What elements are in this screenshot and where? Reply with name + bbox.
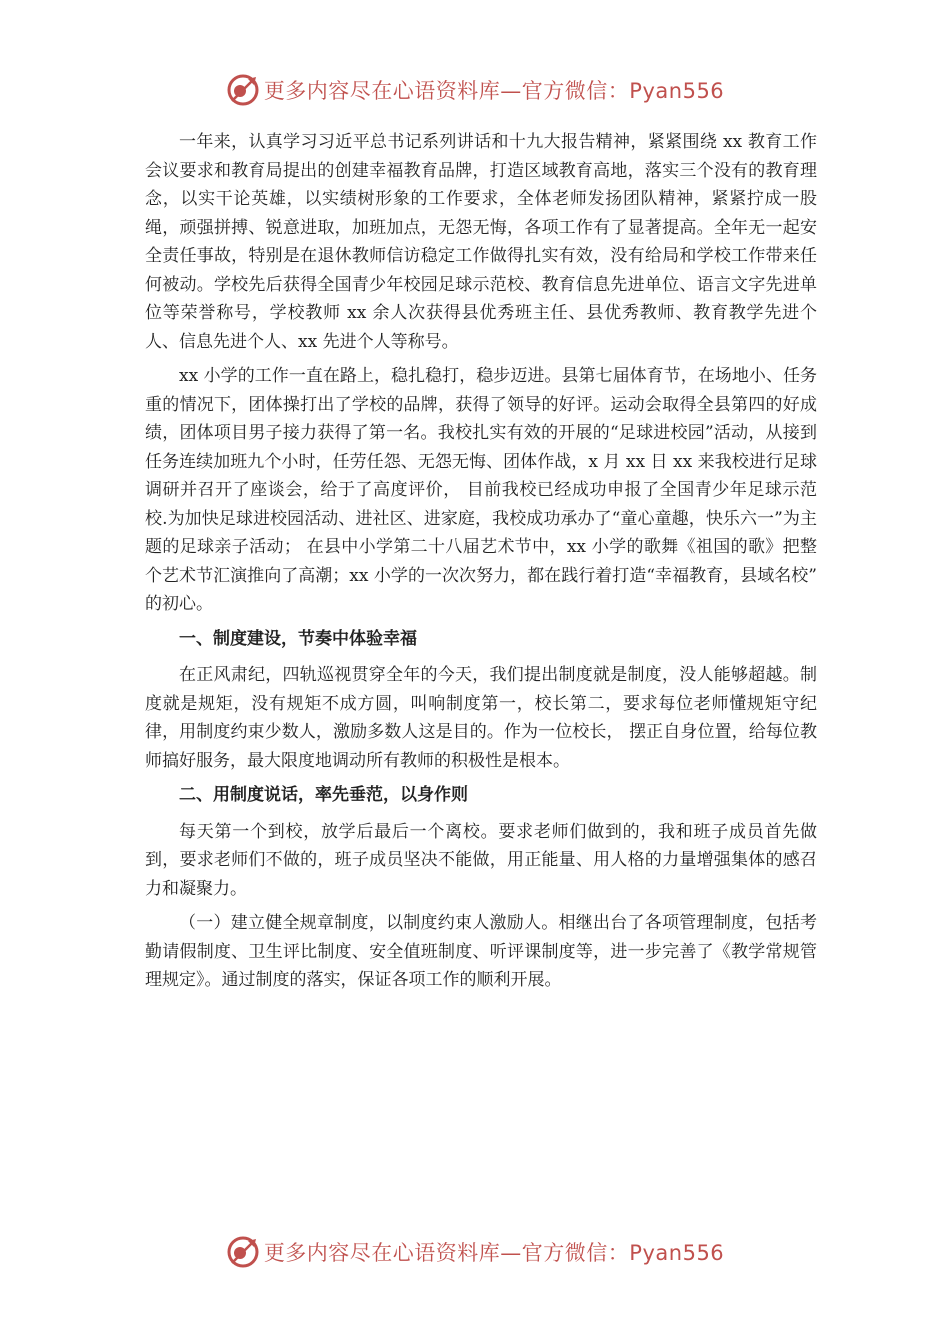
section-heading-2: 二、用制度说话，率先垂范，以身作则 xyxy=(179,785,468,805)
paragraph-5: （一）建立健全规章制度，以制度约束人激励人。相继出台了各项管理制度，包括考勤请假制度、卫生评比制度、安全值班制度、听评课制度等，进一步完善了《教学常规管理规定》。通过制度的落实，保证各项工作的顺利开展。 xyxy=(145,913,817,990)
header-banner xyxy=(0,70,950,110)
paragraph-3: 在正风肃纪，四轨巡视贯穿全年的今天，我们提出制度就是制度，没人能够超越。制度就是规矩，没有规矩不成方圆，叫响制度第一，校长第二，要求每位老师懂规矩守纪律，用制度约束少数人，激励多数人这是目的。作为一位校长， 摆正自身位置，给每位教师搞好服务，最大限度地调动所有教师的积极性是根本。 xyxy=(145,665,817,771)
section-heading-1: 一、制度建设，节奏中体验幸福 xyxy=(179,628,417,649)
paragraph-1: 一年来，认真学习习近平总书记系列讲话和十九大报告精神，紧紧围绕 xx 教育工作会议要求和教育局提出的创建幸福教育品牌，打造区域教育高地，落实三个没有的教育理念，以实干论英雄，以实绩树形象的工作要求，全体老师发扬团队精神，紧紧拧成一股绳，顽强拼搏、锐意进取，加班加点，无怨无悔，各项工作有了显著提高。全年无一起安全责任事故，特别是在退休教师信访稳定工作做得扎实有效，没有给局和学校工作带来任何被动。学校先后获得全国青少年校园足球示范校、教育信息先进单位、语言文字先进单位等荣誉称号，学校教师 xx 余人次获得县优秀班主任、县优秀教师、教育教学先进个人、信息先进个人、xx 先进个人等称号。 xyxy=(145,132,817,352)
document-body xyxy=(145,128,817,1001)
logo-icon xyxy=(226,73,260,107)
paragraph-2: xx 小学的工作一直在路上，稳扎稳打，稳步迈进。县第七届体育节，在场地小、任务重的情况下，团体操打出了学校的品牌，获得了领导的好评。运动会取得全县第四的好成绩，团体项目男子接力获得了第一名。我校扎实有效的开展的“足球进校园”活动，从接到任务连续加班九个小时，任劳任怨、无怨无悔、团体作战，x 月 xx 日 xx 来我校进行足球调研并召开了座谈会，给于了高度评价， 目前我校已经成功申报了全国青少年足球示范校.为加快足球进校园活动、进社区、进家庭，我校成功承办了“童心童趣，快乐六一”为主题的足球亲子活动； 在县中小学第二十八届艺术节中，xx 小学的歌舞《祖国的歌》把整个艺术节汇演推向了高潮；xx 小学的一次次努力，都在践行着打造“幸福教育，县域名校” 的初心。 xyxy=(145,366,817,614)
footer-banner xyxy=(0,1232,950,1272)
paragraph-4: 每天第一个到校，放学后最后一个离校。要求老师们做到的，我和班子成员首先做到，要求老师们不做的，班子成员坚决不能做，用正能量、用人格的力量增强集体的感召力和凝聚力。 xyxy=(145,821,817,899)
footer-banner-text: 更多内容尽在心语资料库—官方微信：Pyan556 xyxy=(263,1241,725,1265)
header-banner-text: 更多内容尽在心语资料库—官方微信：Pyan556 xyxy=(263,79,725,103)
logo-icon xyxy=(226,1235,260,1269)
